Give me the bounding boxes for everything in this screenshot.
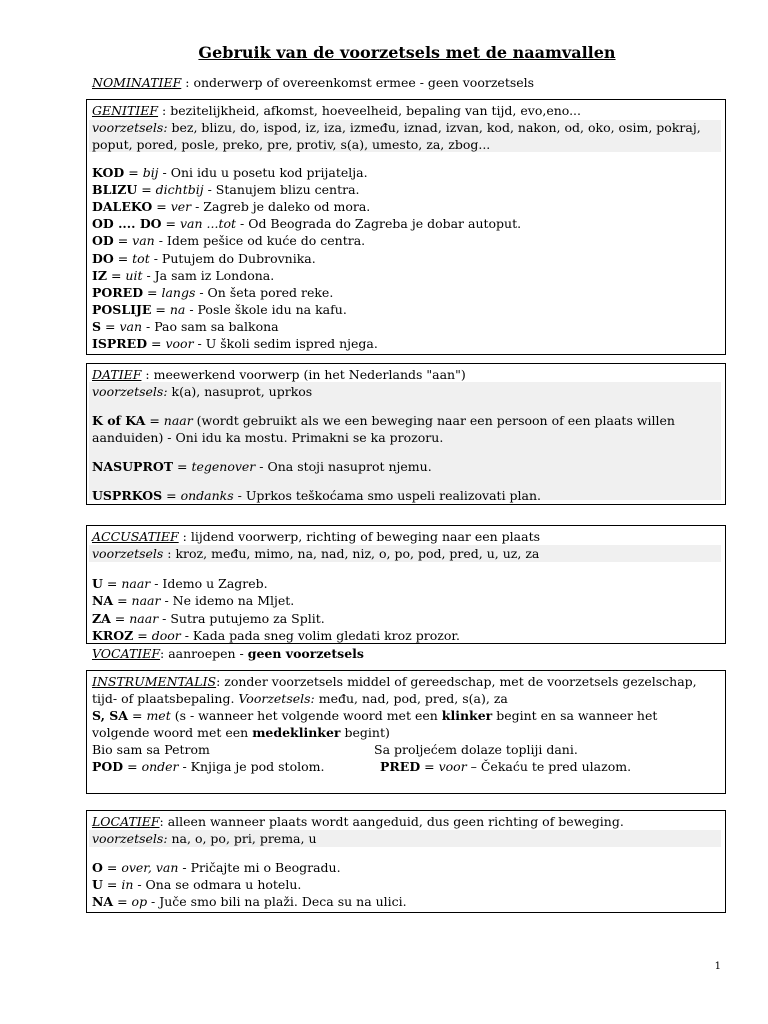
genitief-example-row	[92, 284, 333, 301]
accusatief-example-row	[92, 610, 325, 627]
genitief-example: - Stanujem blizu centra.	[203, 182, 360, 198]
locatief-vz-label: voorzetsels:	[92, 831, 168, 846]
locatief-example: - Ona se odmara u hotelu.	[133, 877, 302, 893]
page-title: Gebruik van de voorzetsels met de naamvallen	[198, 43, 616, 62]
genitief-example-row	[92, 301, 347, 318]
genitief-eq: =	[106, 267, 126, 283]
genitief-translation: bij	[142, 165, 159, 180]
datief-heading	[92, 366, 466, 383]
genitief-example-row	[92, 198, 370, 215]
instrumentalis-line-2a: tijd- of plaatsbepaling.	[92, 691, 239, 706]
datief-desc: : meewerkend voorwerp (in het Nederlands "aan")	[141, 367, 466, 382]
genitief-word: KOD	[92, 165, 125, 180]
locatief-desc: : alleen wanneer plaats wordt aangeduid, dus geen richting of beweging.	[159, 814, 624, 829]
genitief-eq: =	[101, 318, 120, 334]
genitief-vz-list-1: bez, blizu, do, ispod, iz, iza, između, iznad, izvan, kod, nakon, od, oko, osim, pokraj,	[167, 120, 701, 135]
instrumentalis-example-right: Sa proljećem dolaze topliji dani.	[374, 742, 578, 757]
vocatief-bold: geen voorzetsels	[247, 646, 364, 661]
nominatief-line	[92, 74, 534, 91]
genitief-eq: =	[143, 284, 162, 300]
accusatief-translation: naar	[131, 593, 161, 609]
accusatief-eq: =	[133, 627, 152, 643]
datief-nasuprot-line	[92, 458, 432, 475]
genitief-word: IZ	[92, 267, 107, 283]
genitief-example: - Pao sam sa balkona	[142, 318, 279, 334]
instrumentalis-pred-word: PRED	[380, 759, 421, 774]
instrumentalis-ssa-rest-1: (s - wanneer het volgende woord met een	[170, 708, 442, 723]
genitief-example: - U školi sedim ispred njega.	[193, 336, 378, 351]
genitief-translation: dichtbij	[155, 182, 204, 198]
instrumentalis-vz-list: među, nad, pod, pred, s(a), za	[314, 691, 508, 706]
datief-ka-rest: (wordt gebruikt als we een beweging naar een persoon of een plaats willen	[192, 413, 675, 428]
genitief-translation: van	[119, 318, 143, 334]
datief-nasuprot-word: NASUPROT	[92, 459, 174, 474]
genitief-eq: =	[152, 199, 171, 215]
locatief-example-row	[92, 876, 301, 893]
genitief-eq: =	[147, 336, 166, 351]
accusatief-vz-label: voorzetsels	[92, 546, 164, 561]
genitief-word: S	[92, 318, 102, 334]
genitief-eq: =	[124, 165, 143, 180]
genitief-translation: voor	[165, 336, 194, 351]
accusatief-example: - Sutra putujemo za Split.	[158, 610, 325, 626]
genitief-word: ISPRED	[92, 336, 148, 351]
datief-nasuprot-translation: tegenover	[191, 459, 256, 474]
accusatief-eq: =	[110, 610, 130, 626]
genitief-example: - Zagreb je daleko od mora.	[191, 199, 371, 215]
accusatief-example-row	[92, 575, 268, 592]
genitief-translation: uit	[125, 267, 143, 283]
instrumentalis-ssa-word: S, SA	[92, 708, 129, 723]
instrumentalis-heading	[92, 673, 697, 690]
locatief-voorzetsels	[92, 830, 317, 847]
accusatief-voorzetsels	[92, 545, 539, 562]
instrumentalis-pod-eq: =	[123, 759, 142, 774]
accusatief-word: ZA	[92, 610, 111, 626]
genitief-word: OD .... DO	[92, 216, 162, 232]
accusatief-example-row	[92, 627, 460, 644]
genitief-example: - Od Beograda do Zagreba je dobar autoput.	[236, 216, 522, 232]
instrumentalis-ssa-translation: met	[146, 708, 171, 723]
genitief-translation: van	[132, 233, 155, 249]
genitief-example-row	[92, 250, 316, 267]
datief-ka-word: K of KA	[92, 413, 146, 428]
locatief-word: O	[92, 860, 103, 875]
datief-ka-translation: naar	[163, 413, 193, 428]
accusatief-word: KROZ	[92, 627, 134, 643]
locatief-heading	[92, 813, 624, 830]
genitief-word: PORED	[92, 284, 144, 300]
accusatief-word: U	[92, 576, 103, 591]
accusatief-word: NA	[92, 593, 114, 609]
instrumentalis-vz-label: Voorzetsels:	[238, 691, 315, 706]
datief-voorzetsels	[92, 383, 312, 400]
locatief-vz-list: na, o, po, pri, prema, u	[167, 831, 317, 846]
locatief-word: U	[92, 877, 103, 893]
genitief-eq: =	[161, 216, 180, 232]
genitief-heading	[92, 102, 581, 119]
datief-uprkos-translation: ondanks	[180, 488, 234, 503]
genitief-word: BLIZU	[92, 182, 138, 198]
instrumentalis-pod-word: POD	[92, 759, 124, 774]
vocatief-text: : aanroepen -	[160, 646, 248, 661]
nominatief-label: NOMINATIEF	[92, 75, 182, 90]
genitief-example-row	[92, 335, 378, 352]
locatief-example: - Juče smo bili na plaži. Deca su na ulici.	[147, 894, 407, 910]
instrumentalis-pred-translation: voor	[438, 759, 467, 774]
instrumentalis-ssa-line	[92, 707, 657, 724]
datief-uprkos-example: - Uprkos teškoćama smo uspeli realizovati plan.	[233, 488, 542, 503]
genitief-word: DO	[92, 250, 114, 266]
genitief-example-row	[92, 164, 368, 181]
datief-label: DATIEF	[92, 367, 142, 382]
datief-uprkos-eq: =	[162, 488, 181, 503]
accusatief-example: - Ne idemo na Mljet.	[160, 593, 295, 609]
vocatief-label: VOCATIEF	[92, 646, 161, 661]
genitief-translation: ver	[170, 199, 192, 215]
genitief-desc: : bezitelijkheid, afkomst, hoeveelheid, bepaling van tijd, evo,eno...	[158, 103, 581, 118]
datief-nasuprot-example: - Ona stoji nasuprot njemu.	[255, 459, 432, 474]
accusatief-vz-list: : kroz, među, mimo, na, nad, niz, o, po, pod, pred, u, uz, za	[163, 546, 540, 561]
genitief-eq: =	[137, 182, 156, 198]
genitief-example: - Putujem do Dubrovnika.	[149, 250, 316, 266]
accusatief-desc: : lijdend voorwerp, richting of beweging naar een plaats	[178, 529, 541, 544]
locatief-translation: op	[131, 894, 148, 910]
genitief-eq: =	[151, 301, 170, 317]
genitief-example-row	[92, 181, 360, 198]
genitief-voorzetsels-1	[92, 119, 701, 136]
accusatief-eq: =	[113, 593, 132, 609]
instrumentalis-line-4	[92, 724, 390, 741]
genitief-translation: tot	[132, 250, 150, 266]
genitief-voorzetsels-2: poput, pored, posle, preko, pre, protiv, s(a), umesto, za, zbog...	[92, 137, 491, 152]
locatief-eq: =	[113, 894, 132, 910]
genitief-translation: langs	[161, 284, 196, 300]
locatief-eq: =	[102, 860, 122, 875]
locatief-translation: in	[121, 877, 134, 893]
datief-ka-line-2: aanduiden) - Oni idu ka mostu. Primakni se ka prozoru.	[92, 430, 444, 445]
instrumentalis-label: INSTRUMENTALIS	[92, 674, 217, 689]
instrumentalis-klinker: klinker	[441, 708, 493, 723]
locatief-word: NA	[92, 894, 114, 910]
nominatief-text: : onderwerp of overeenkomst ermee - geen voorzetsels	[181, 75, 535, 90]
locatief-translation: over, van	[121, 860, 179, 875]
instrumentalis-line-4b: begint)	[340, 725, 390, 740]
accusatief-translation: naar	[121, 576, 151, 591]
genitief-vz-label: voorzetsels:	[92, 120, 168, 135]
genitief-label: GENITIEF	[92, 103, 159, 118]
genitief-translation: na	[169, 301, 186, 317]
accusatief-example: - Kada pada sneg volim gledati kroz prozor.	[180, 627, 460, 643]
accusatief-eq: =	[102, 576, 122, 591]
instrumentalis-line-2	[92, 690, 508, 707]
locatief-example-row	[92, 893, 407, 910]
genitief-example: - Posle škole idu na kafu.	[185, 301, 347, 317]
genitief-example: - Idem pešice od kuće do centra.	[154, 233, 366, 249]
accusatief-example-row	[92, 592, 294, 609]
instrumentalis-example-left: Bio sam sa Petrom	[92, 742, 210, 757]
datief-ka-line	[92, 412, 675, 429]
accusatief-example: - Idemo u Zagreb.	[150, 576, 268, 591]
datief-vz-label: voorzetsels:	[92, 384, 168, 399]
locatief-eq: =	[102, 877, 122, 893]
genitief-example-row	[92, 318, 279, 335]
instrumentalis-ssa-rest-2: begint en sa wanneer het	[492, 708, 658, 723]
genitief-translation: van ...tot	[180, 216, 237, 232]
instrumentalis-pred-eq: =	[420, 759, 439, 774]
instrumentalis-pod-example: - Knjiga je pod stolom.	[178, 759, 325, 774]
datief-uprkos-line	[92, 487, 541, 504]
instrumentalis-pod-line	[92, 758, 324, 775]
datief-ka-eq: =	[145, 413, 164, 428]
datief-uprkos-word: USPRKOS	[92, 488, 163, 503]
accusatief-heading	[92, 528, 540, 545]
instrumentalis-ssa-eq: =	[128, 708, 147, 723]
accusatief-translation: naar	[129, 610, 159, 626]
genitief-word: POSLIJE	[92, 301, 152, 317]
genitief-example: - On šeta pored reke.	[195, 284, 334, 300]
instrumentalis-pred-example: – Čekaću te pred ulazom.	[466, 759, 632, 774]
instrumentalis-pod-translation: onder	[141, 759, 179, 774]
genitief-word: OD	[92, 233, 114, 249]
instrumentalis-line-4a: volgende woord met een	[92, 725, 253, 740]
genitief-word: DALEKO	[92, 199, 153, 215]
datief-vz-list: k(a), nasuprot, uprkos	[167, 384, 313, 399]
locatief-label: LOCATIEF	[92, 814, 160, 829]
vocatief-line	[92, 645, 364, 662]
instrumentalis-pred-line	[380, 758, 631, 775]
locatief-example: - Pričajte mi o Beogradu.	[178, 860, 341, 875]
accusatief-label: ACCUSATIEF	[92, 529, 179, 544]
genitief-example-row	[92, 215, 521, 232]
instrumentalis-medeklinker: medeklinker	[252, 725, 341, 740]
locatief-example-row	[92, 859, 341, 876]
genitief-eq: =	[113, 250, 133, 266]
genitief-example: - Oni idu u posetu kod prijatelja.	[158, 165, 368, 180]
genitief-eq: =	[113, 233, 133, 249]
genitief-example: - Ja sam iz Londona.	[142, 267, 275, 283]
genitief-example-row	[92, 232, 365, 249]
genitief-example-row	[92, 267, 274, 284]
instrumentalis-desc: : zonder voorzetsels middel of gereedschap, met de voorzetsels gezelschap,	[216, 674, 697, 689]
accusatief-translation: door	[151, 627, 181, 643]
datief-nasuprot-eq: =	[173, 459, 192, 474]
page-number: 1	[714, 961, 721, 972]
